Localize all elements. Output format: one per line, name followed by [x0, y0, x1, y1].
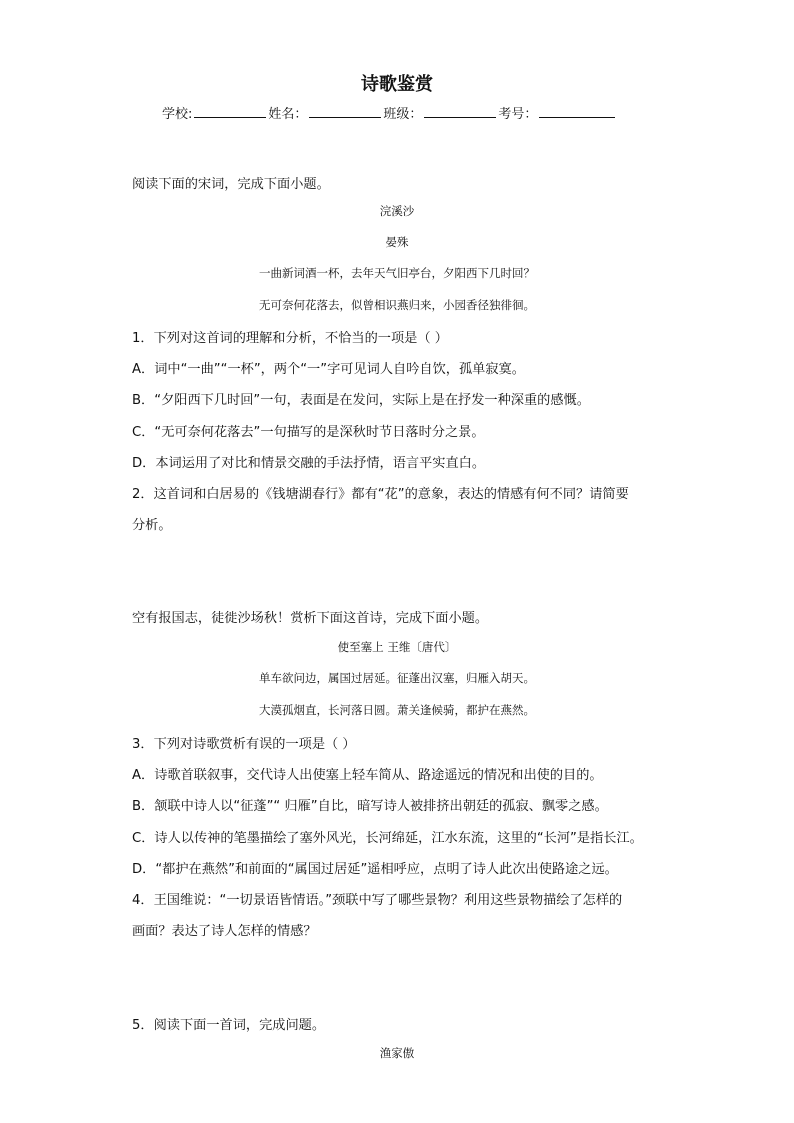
q3-option-c: C．诗人以传神的笔墨描绘了塞外风光，长河绵延，江水东流，这里的“长河”是指长江。 [132, 831, 643, 846]
question-4-line2: 画面？表达了诗人怎样的情感？ [132, 924, 317, 939]
poem2-line2: 大漠孤烟直，长河落日圆。萧关逢候骑，都护在燕然。 [259, 703, 535, 717]
poem2-line1: 单车欲问边，属国过居延。征蓬出汉塞，归雁入胡天。 [259, 671, 535, 685]
q1-option-a: A．词中“一曲”“一杯”，两个“一”字可见词人自吟自饮，孤单寂寞。 [132, 362, 525, 377]
question-2-line2: 分析。 [132, 518, 172, 533]
poem1-line1: 一曲新词酒一杯，去年天气旧亭台，夕阳西下几时回？ [259, 266, 535, 280]
exam-no-label: 考号： [498, 107, 538, 122]
poem1-title: 浣溪沙 [379, 204, 415, 218]
q1-option-c: C．“无可奈何花落去”一句描写的是深秋时节日落时分之景。 [132, 425, 485, 440]
q1-option-d: D．本词运用了对比和情景交融的手法抒情，语言平实直白。 [132, 456, 486, 471]
question-4-line1: 4．王国维说：“一切景语皆情语。”颈联中写了哪些景物？利用这些景物描绘了怎样的 [132, 893, 623, 908]
question-2-line1: 2．这首词和白居易的《钱塘湖春行》都有“花”的意象，表达的情感有何不同？请简要 [132, 487, 629, 502]
q3-option-a: A．诗歌首联叙事，交代诗人出使塞上轻车简从、路途遥远的情况和出使的目的。 [132, 768, 603, 783]
class-label: 班级： [383, 107, 423, 122]
q1-option-b: B．“夕阳西下几时回”一句，表面是在发问，实际上是在抒发一种深重的感慨。 [132, 393, 590, 408]
question-5: 5．阅读下面一首词，完成问题。 [132, 1018, 326, 1033]
page-title: 诗歌鉴赏 [361, 74, 433, 95]
school-blank [194, 105, 266, 118]
poem1-author: 晏殊 [385, 235, 409, 249]
name-label: 姓名： [268, 107, 308, 122]
poem1-line2: 无可奈何花落去，似曾相识燕归来，小园香径独徘徊。 [259, 298, 535, 312]
q3-option-d: D．“都护在燕然”和前面的“属国过居延”遥相呼应，点明了诗人此次出使路途之远。 [132, 862, 618, 877]
section2-intro: 空有报国志，徒徙沙场秋！赏析下面这首诗，完成下面小题。 [132, 611, 489, 626]
class-blank [424, 105, 496, 118]
name-blank [309, 105, 381, 118]
question-3: 3．下列对诗歌赏析有误的一项是（ ） [132, 737, 356, 752]
student-info-line [162, 103, 617, 122]
poem2-title: 使至塞上 王维〔唐代〕 [337, 640, 457, 654]
section1-intro: 阅读下面的宋词，完成下面小题。 [132, 177, 330, 192]
school-label: 学校: [162, 107, 193, 122]
poem3-title: 渔家傲 [379, 1046, 415, 1060]
exam-no-blank [539, 105, 615, 118]
q3-option-b: B．颔联中诗人以“征蓬”“ 归雁”自比，暗写诗人被排挤出朝廷的孤寂、飘零之感。 [132, 799, 608, 814]
question-1: 1．下列对这首词的理解和分析，不恰当的一项是（ ） [132, 331, 448, 346]
